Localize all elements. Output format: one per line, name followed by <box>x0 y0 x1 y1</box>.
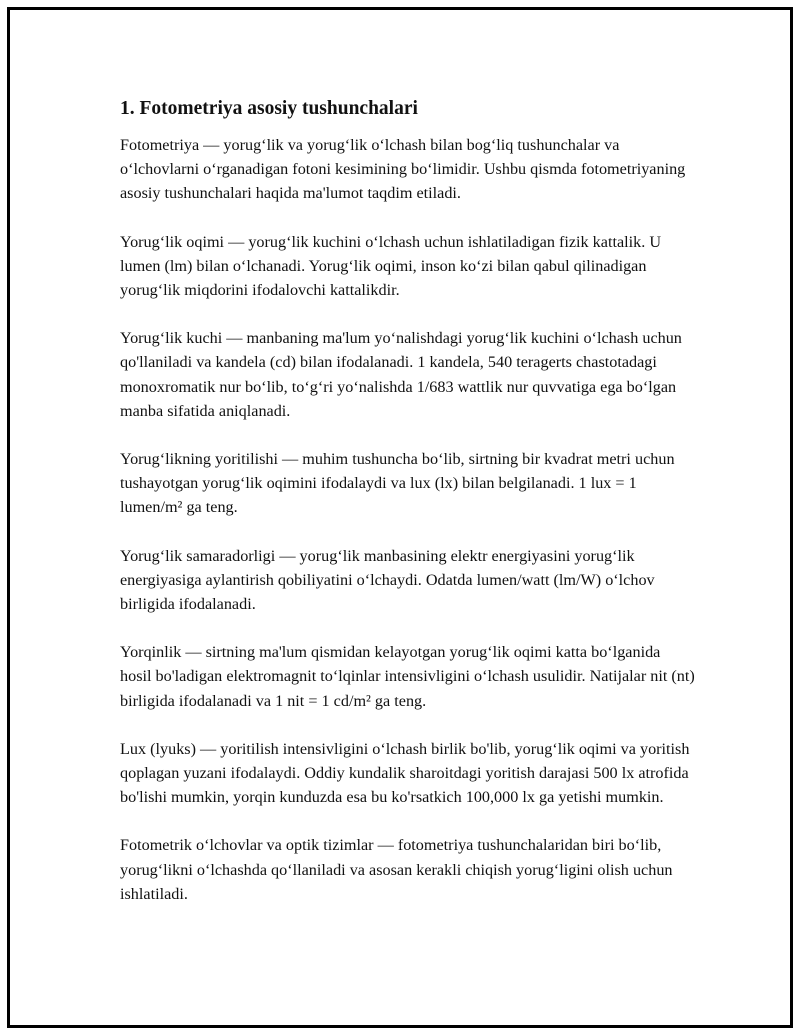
paragraph-lux: Lux (lyuks) — yoritilish intensivligini o‘lchash birlik bo'lib, yorug‘lik oqimi va yoritish qoplagan yuzani ifodalaydi. Oddiy kundalik sharoitdagi yoritish darajasi 500 lx atrofida bo'lishi mumkin, yorqin kunduzda esa bu ko'rsatkich 100,000 lx ga yetishi mumkin. <box>120 739 690 807</box>
paragraph-fotometriya: Fotometriya — yorug‘lik va yorug‘lik o‘lchash bilan bog‘liq tushunchalar va o‘lchovlarni o‘rganadigan fotoni kesimining bo‘limidir. Ushbu qismda fotometriyaning asosiy tushunchalari haqida ma'lumot taqdim etiladi. <box>120 136 686 203</box>
paragraph-yoritilish: Yorug‘likning yoritilishi — muhim tushuncha bo‘lib, sirtning bir kvadrat metri uchun tushayotgan yorug‘lik oqimini ifodalaydi va lux (lx) bilan belgilanadi. 1 lux = 1 lumen/m² ga teng. <box>120 450 675 517</box>
paragraph-yoruglik-oqimi: Yorug‘lik oqimi — yorug‘lik kuchini o‘lchash uchun ishlatiladigan fizik kattalik. U lumen (lm) bilan o‘lchanadi. Yorug‘lik oqimi, inson ko‘zi bilan qabul qilinadigan yorug‘lik miqdorini ifodalovchi kattalikdir. <box>120 232 662 300</box>
paragraph-fotometrik-olchovlar: Fotometrik o‘lchovlar va optik tizimlar — fotometriya tushunchalaridan biri bo‘lib, yorug‘likni o‘lchashda qo‘llaniladi va asosan kerakli chiqish yorug‘ligini olish uchun ishlatiladi. <box>120 836 673 903</box>
paragraph-yorqinlik: Yorqinlik — sirtning ma'lum qismidan kelayotgan yorug‘lik oqimi katta bo‘lganida hosil bo'ladigan elektromagnit to‘lqinlar intensivligini o‘lchash usulidir. Natijalar nit (nt) birligida ifodalanadi va 1 nit = 1 cd/m² ga teng. <box>120 643 695 710</box>
document-body <box>120 96 695 930</box>
page-frame <box>7 7 793 1028</box>
section-title: 1. Fotometriya asosiy tushunchalari <box>120 98 418 119</box>
paragraph-yoruglik-kuchi: Yorug‘lik kuchi — manbaning ma'lum yo‘nalishdagi yorug‘lik kuchini o‘lchash uchun qo'llaniladi va kandela (cd) bilan ifodalanadi. 1 kandela, 540 teragerts chastotadagi monoxromatik nur bo‘lib, to‘g‘ri yo‘nalishda 1/683 wattlik nur quvvatiga ega bo‘lgan manba sifatida aniqlanadi. <box>120 329 682 420</box>
paragraph-samaradorlik: Yorug‘lik samaradorligi — yorug‘lik manbasining elektr energiyasini yorug‘lik energiyasiga aylantirish qobiliyatini o‘lchaydi. Odatda lumen/watt (lm/W) o‘lchov birligida ifodalanadi. <box>120 546 655 614</box>
